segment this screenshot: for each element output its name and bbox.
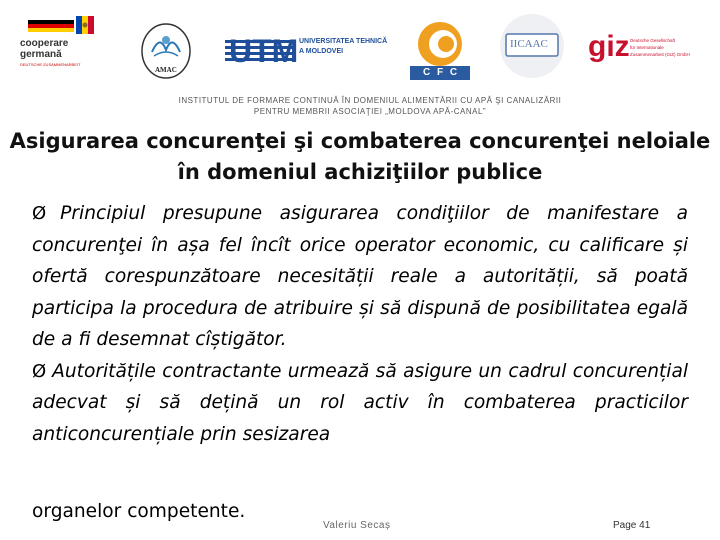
footer-author: Valeriu Secaș <box>323 520 391 531</box>
cooperare-line2: germană <box>20 49 62 60</box>
logo-bar <box>0 0 720 92</box>
giz-logo <box>588 30 708 72</box>
arrow-bullet-icon: Ø <box>32 203 47 224</box>
title-line1: Asigurarea concurenţei şi combaterea concurenţei neloiale <box>9 129 711 153</box>
bullet-paragraph-1 <box>32 198 688 356</box>
cfc-label: C F C <box>423 67 460 78</box>
slide-body <box>32 198 688 450</box>
cooperare-line3: DEUTSCHE ZUSAMMENARBEIT <box>20 62 81 67</box>
paragraph-2-text: Autoritățile contractante urmează să asigure un cadrul concurențial adecvat și să dețină un rol activ în combaterea practicilor anticoncurențiale prin sesizarea <box>32 360 688 445</box>
cooperare-line1: cooperare <box>20 38 69 49</box>
arrow-bullet-icon: Ø <box>32 360 47 382</box>
amac-logo <box>140 22 192 80</box>
page-number: Page 41 <box>613 520 651 531</box>
iicaac-label: IICAAC <box>510 38 548 50</box>
institute-heading <box>160 95 580 117</box>
bullet-paragraph-2 <box>32 356 688 451</box>
utm-logo <box>225 32 395 68</box>
utm-emblem-icon <box>225 32 297 68</box>
cfc-logo <box>405 18 475 82</box>
iicaac-logo <box>498 12 568 84</box>
giz-text1: Deutsche Gesellschaft <box>630 38 676 43</box>
page-title <box>0 126 720 188</box>
amac-label: AMAC <box>155 66 177 74</box>
giz-label: giz <box>588 30 630 63</box>
cooperare-germana-logo <box>20 14 120 76</box>
paragraph-2-end: organelor competente. <box>32 501 246 522</box>
giz-text3: Zusammenarbeit (GIZ) GmbH <box>630 52 690 57</box>
institute-line1: INSTITUTUL DE FORMARE CONTINUĂ ÎN DOMENIUL ALIMENTĂRII CU APĂ ŞI CANALIZĂRII <box>178 96 562 105</box>
paragraph-1-text: Principiul presupune asigurarea condiţiilor de manifestare a concurenţei în așa fel încît orice operator economic, cu calificare și ofertă corespunzătoare necesității reale a autorității, să poată participa la procedura de atribuire și să dispună de posibilitatea egală de a fi desemnat cîștigător. <box>32 203 688 350</box>
title-line2: în domeniul achiziţiilor publice <box>177 160 543 184</box>
giz-text2: für Internationale <box>630 45 664 50</box>
utm-line1: UNIVERSITATEA TEHNICĂ <box>299 38 388 45</box>
utm-line2: A MOLDOVEI <box>299 48 344 55</box>
institute-line2: PENTRU MEMBRII ASOCIAŢIEI „MOLDOVA APĂ-CANAL” <box>253 107 487 116</box>
svg-text:UTM: UTM <box>229 33 297 68</box>
